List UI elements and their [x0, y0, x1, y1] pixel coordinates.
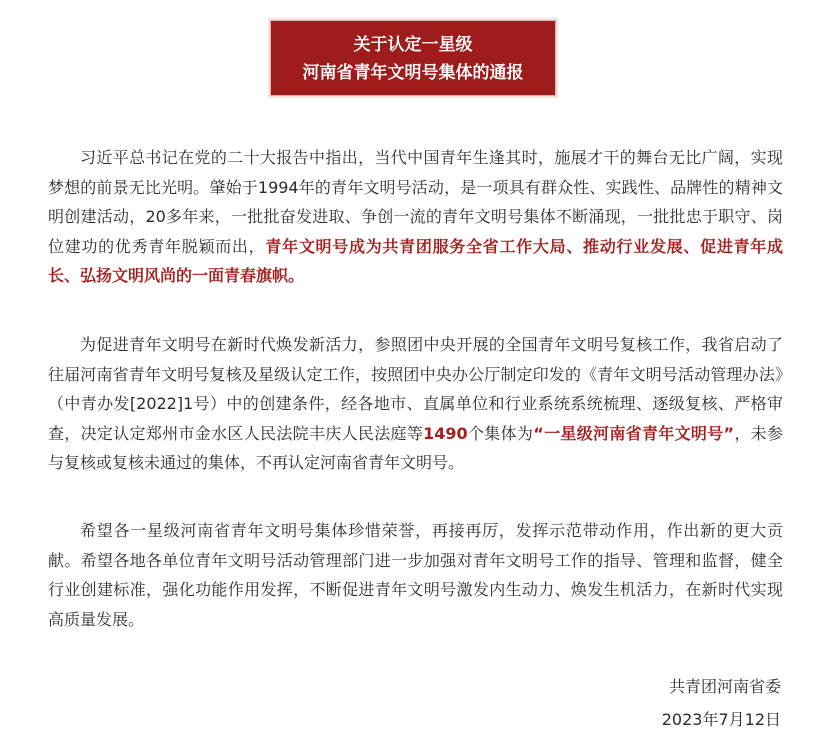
paragraph-certification: [48, 330, 783, 478]
paragraph-text: ，未参与复核或复核未通过的集体，不再认定河南省青年文明号。: [48, 423, 783, 473]
title-line-2: 河南省青年文明号集体的通报: [302, 63, 524, 83]
highlight-text: 青年文明号成为共青团服务全省工作大局、推动行业发展、促进青年成长、弘扬文明风尚的一面青春旗帜。: [48, 236, 783, 286]
paragraph-text: 希望各一星级河南省青年文明号集体珍惜荣誉，再接再厉，发挥示范带动作用，作出新的更大贡献。希望各地各单位青年文明号活动管理部门进一步加强对青年文明号工作的指导、管理和监督，健全行业创建标准，强化功能作用发挥，不断促进青年文明号激发内生动力、焕发生机活力，在新时代实现高质量发展。: [48, 521, 783, 629]
paragraph-intro: [48, 143, 783, 291]
notice-title-banner: [270, 20, 556, 96]
paragraph-text: 为促进青年文明号在新时代焕发新活力，参照团中央开展的全国青年文明号复核工作，我省启动了往届河南省青年文明号复核及星级认定工作，按照团中央办公厅制定印发的《青年文明号活动管理办法》（中青办发[2022]1号）中的创建条件，经各地市、直属单位和行业系统系统梳理、逐级复核、严格审查，决定认定郑州市金水区人民法院丰庆人民法庭等: [48, 335, 783, 443]
signature-date: 2023年7月12日: [661, 710, 781, 729]
paragraph-text: 个集体为: [467, 423, 534, 443]
signature-organization: 共青团河南省委: [668, 677, 781, 696]
paragraph-text: 习近平总书记在党的二十大报告中指出，当代中国青年生逢其时，施展才干的舞台无比广阔，实现梦想的前景无比光明。肇始于1994年的青年文明号活动，是一项具有群众性、实践性、品牌性的精神文明创建活动，20多年来，一批批奋发进取、争创一流的青年文明号集体不断涌现，一批批忠于职守、岗位建功的优秀青年脱颖而出，: [48, 148, 783, 256]
paragraph-expectation: [48, 516, 783, 634]
highlight-count: 1490: [423, 423, 468, 443]
title-line-1: 关于认定一星级: [353, 35, 473, 55]
highlight-title: “一星级河南省青年文明号”: [533, 423, 735, 443]
